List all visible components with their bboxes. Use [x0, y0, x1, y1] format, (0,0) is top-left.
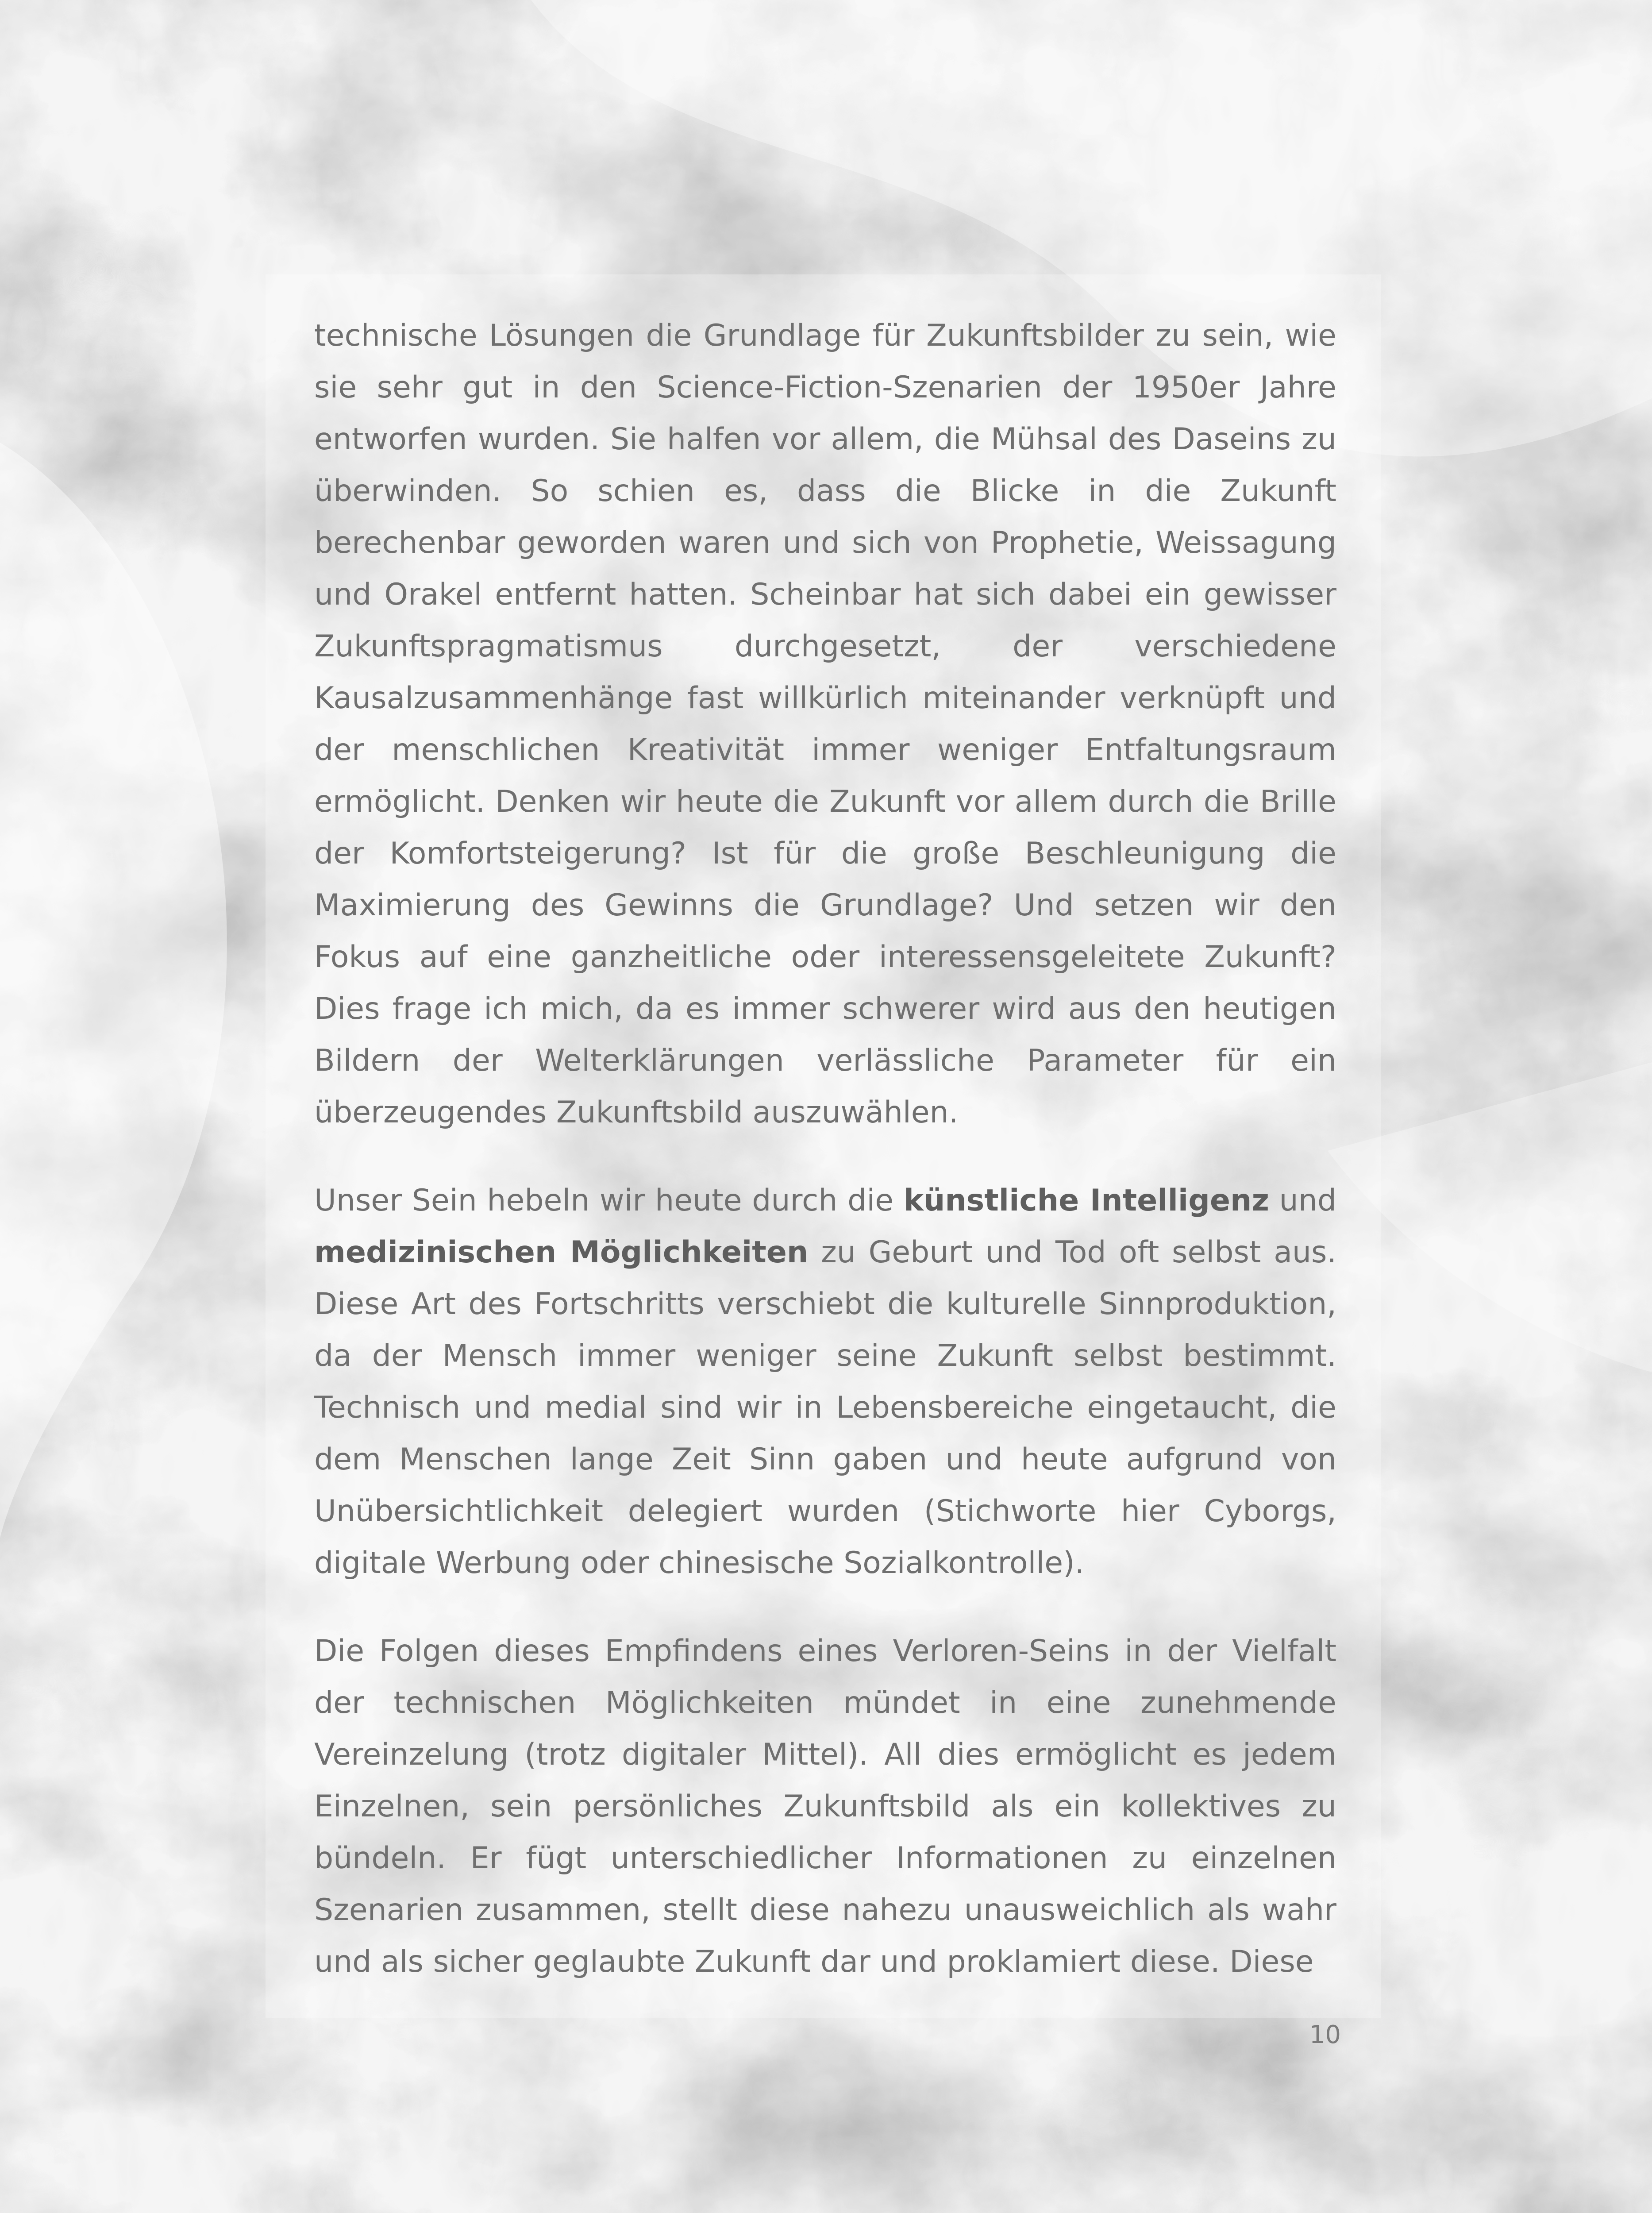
bold-phrase: medizinischen Möglichkeiten [314, 1235, 809, 1270]
text-segment: Die Folgen dieses Empfindens eines Verloren-Seins in der Vielfalt der technischen Möglichkeiten mündet in eine zunehmende Vereinzelung (trotz digitaler Mittel). All dies ermöglicht es jedem Einzelnen, sein persönliches Zukunftsbild als ein kollektives zu bündeln. Er fügt unterschiedlicher Informationen zu einzelnen Szenarien zusammen, stellt diese nahezu unausweichlich als wahr und als sicher geglaubte Zukunft dar und proklamiert diese. Diese [314, 1634, 1336, 1979]
text-segment: und [1269, 1183, 1337, 1218]
paragraph-3 [314, 1625, 1336, 1988]
text-segment: technische Lösungen die Grundlage für Zukunftsbilder zu sein, wie sie sehr gut in den Science-Fiction-Szenarien der 1950er Jahre entworfen wurden. Sie halfen vor allem, die Mühsal des Daseins zu überwinden. So schien es, dass die Blicke in die Zukunft berechenbar geworden waren und sich von Prophetie, Weissagung und Orakel entfernt hatten. Scheinbar hat sich dabei ein gewisser Zukunftspragmatismus durchgesetzt, der verschiedene Kausalzusammenhänge fast willkürlich miteinander verknüpft und der menschlichen Kreativität immer weniger Entfaltungsraum ermöglicht. Denken wir heute die Zukunft vor allem durch die Brille der Komfortsteigerung? Ist für die große Beschleunigung die Maximierung des Gewinns die Grundlage? Und setzen wir den Fokus auf eine ganzheitliche oder interessensgeleitete Zukunft? Dies frage ich mich, da es immer schwerer wird aus den heutigen Bildern der Welterklärungen verlässliche Parameter für ein überzeugendes Zukunftsbild auszuwählen. [314, 318, 1336, 1130]
text-segment: Unser Sein hebeln wir heute durch die [314, 1183, 904, 1218]
text-segment: zu Geburt und Tod oft selbst aus. Diese Art des Fortschritts verschiebt die kulturelle Sinnproduktion, da der Mensch immer weniger seine Zukunft selbst bestimmt. Technisch und medial sind wir in Lebensbereiche eingetaucht, die dem Menschen lange Zeit Sinn gaben und heute aufgrund von Unübersichtlichkeit delegiert wurden (Stichworte hier Cyborgs, digitale Werbung oder chinesische Sozialkontrolle). [314, 1235, 1336, 1581]
text-body [314, 310, 1336, 2024]
bold-phrase: künstliche Intelligenz [903, 1183, 1269, 1218]
page-number: 10 [1309, 2020, 1341, 2049]
paragraph-2 [314, 1175, 1336, 1589]
paragraph-1 [314, 310, 1336, 1138]
